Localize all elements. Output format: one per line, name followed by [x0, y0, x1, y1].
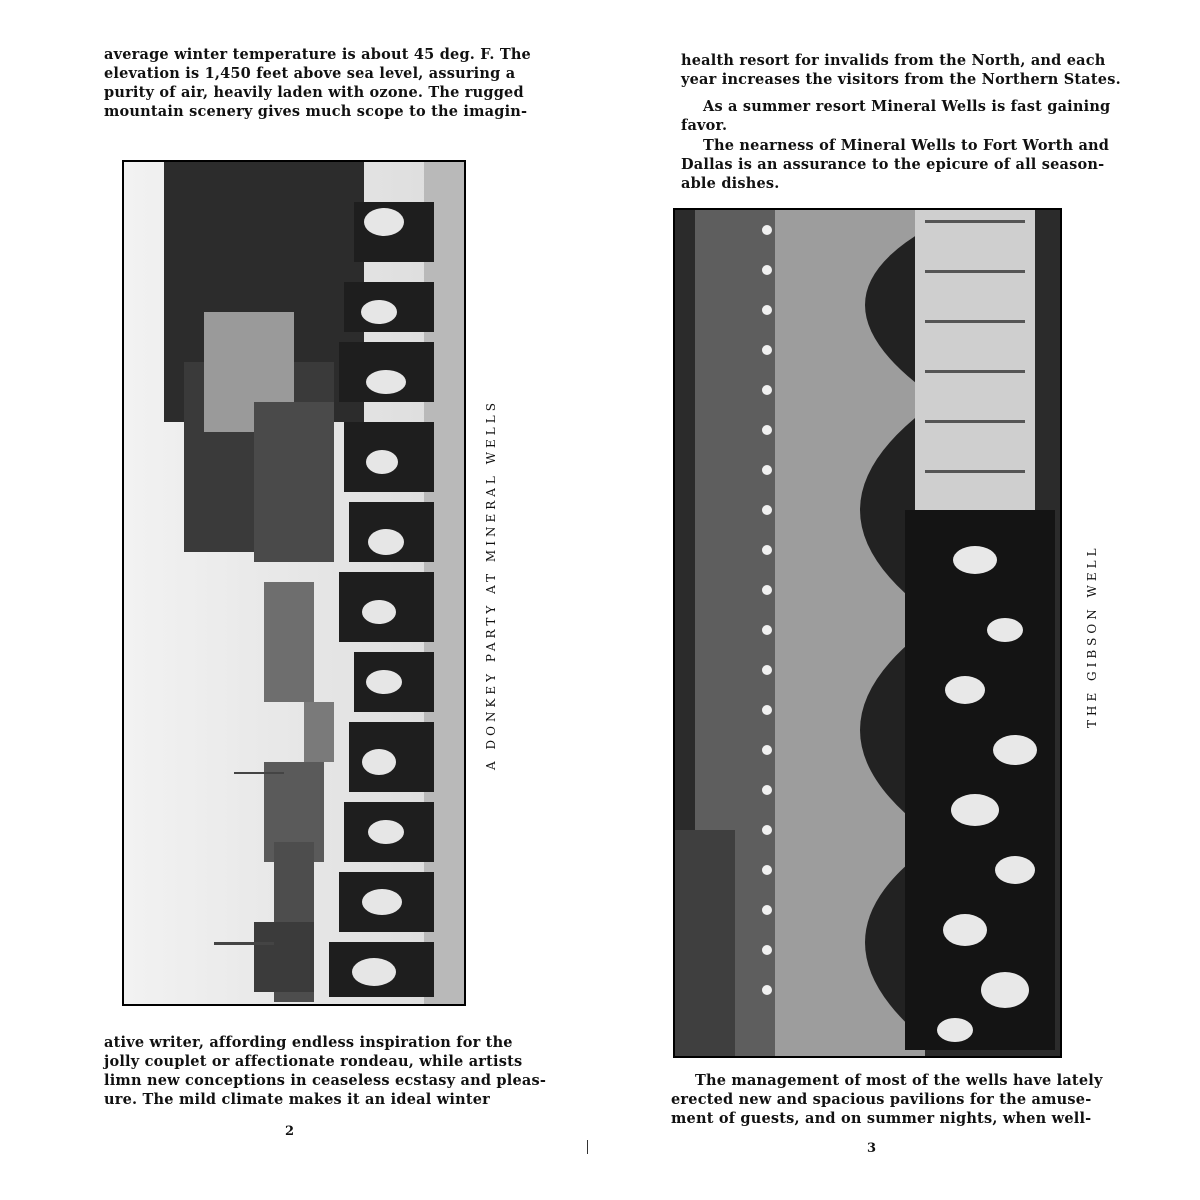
text-line: As a summer resort Mineral Wells is fast gaining	[703, 98, 1111, 115]
text-line: The management of most of the wells have lately	[695, 1072, 1103, 1089]
text-line: ative writer, affording endless inspiration for the	[104, 1034, 513, 1051]
gutter-mark	[587, 1140, 588, 1154]
text-line: elevation is 1,450 feet above sea level, assuring a	[104, 65, 516, 82]
photo-illustration	[675, 210, 1060, 1056]
right-top-paragraph-3	[681, 136, 1110, 193]
right-bottom-paragraph	[671, 1071, 1103, 1128]
left-top-paragraph	[104, 45, 531, 121]
right-top-paragraph-1	[681, 51, 1121, 89]
text-line: health resort for invalids from the North, and each	[681, 52, 1106, 69]
page-number: 2	[285, 1124, 295, 1139]
gibson-well-photo	[673, 208, 1062, 1058]
donkey-party-photo	[122, 160, 466, 1006]
text-line: year increases the visitors from the Northern States.	[681, 71, 1121, 88]
text-line: ure. The mild climate makes it an ideal winter	[104, 1091, 490, 1108]
text-line: limn new conceptions in ceaseless ecstasy and pleas-	[104, 1072, 547, 1089]
text-line: ment of guests, and on summer nights, when well-	[671, 1110, 1092, 1127]
text-line: mountain scenery gives much scope to the imagin-	[104, 103, 528, 120]
right-top-paragraph-2	[681, 97, 1111, 135]
text-line: erected new and spacious pavilions for the amuse-	[671, 1091, 1092, 1108]
right-page	[595, 0, 1200, 1200]
gibson-well-caption: THE GIBSON WELL	[1085, 544, 1099, 728]
text-line: favor.	[681, 117, 728, 134]
text-line: able dishes.	[681, 175, 780, 192]
left-page	[0, 0, 590, 1200]
text-line: The nearness of Mineral Wells to Fort Worth and	[703, 137, 1110, 154]
page-number: 3	[867, 1141, 877, 1156]
photo-illustration	[124, 162, 464, 1004]
donkey-party-caption: A DONKEY PARTY AT MINERAL WELLS	[484, 399, 498, 770]
text-line: purity of air, heavily laden with ozone. The rugged	[104, 84, 524, 101]
text-line: jolly couplet or affectionate rondeau, while artists	[104, 1053, 523, 1070]
left-bottom-paragraph	[104, 1033, 547, 1109]
text-line: Dallas is an assurance to the epicure of all season-	[681, 156, 1105, 173]
text-line: average winter temperature is about 45 deg. F. The	[104, 46, 531, 63]
